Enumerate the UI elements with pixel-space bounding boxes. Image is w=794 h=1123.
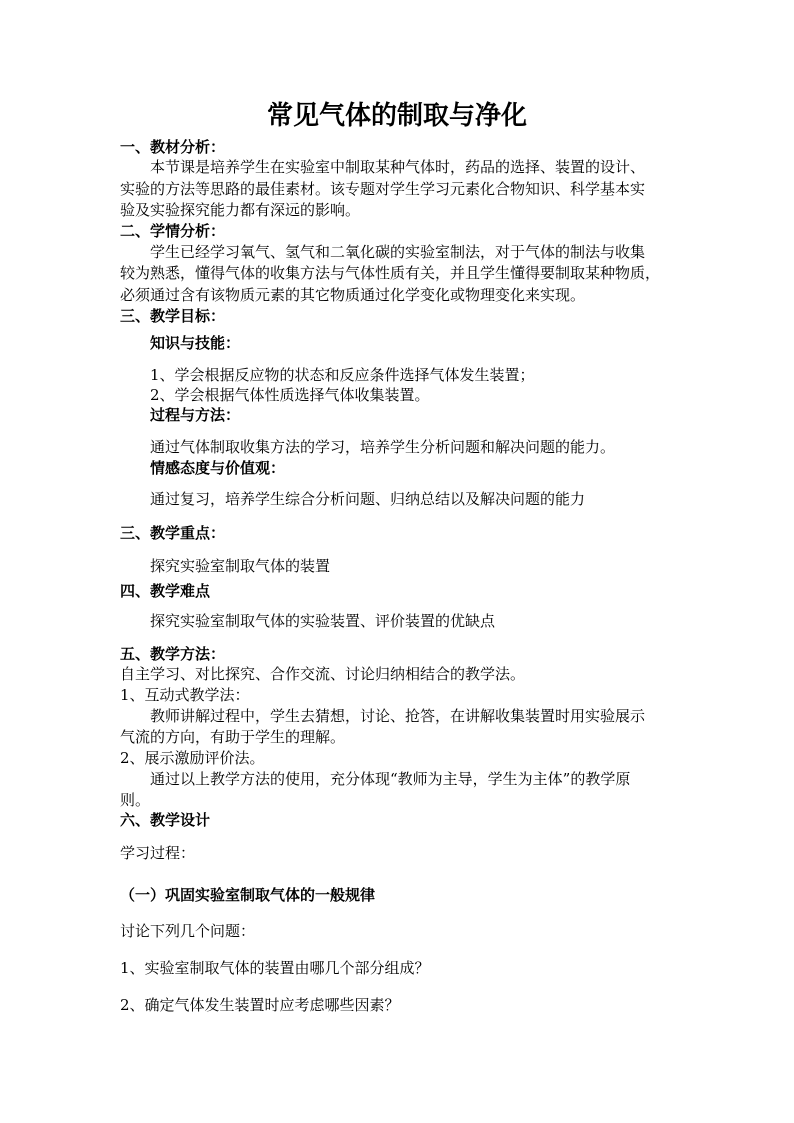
paragraph-line: 自主学习、对比探究、合作交流、讨论归纳相结合的教学法。 — [120, 665, 526, 683]
document-title: 常见气体的制取与净化 — [266, 101, 527, 131]
section-heading-teaching-design: 六、教学设计 — [120, 811, 211, 829]
subheading-process-method: 过程与方法： — [150, 406, 241, 424]
paragraph-line: 验及实验探究能力都有深远的影响。 — [120, 201, 361, 219]
paragraph-line: 必须通过含有该物质元素的其它物质通过化学变化或物理变化来实现。 — [120, 286, 586, 304]
paragraph-line: 通过复习，培养学生综合分析问题、归纳总结以及解决问题的能力 — [150, 490, 586, 508]
question-item: 2、确定气体发生装置时应考虑哪些因素？ — [120, 996, 400, 1014]
section-heading-teaching-goals: 三、教学目标： — [120, 307, 226, 325]
paragraph-line: 较为熟悉，懂得气体的收集方法与气体性质有关，并且学生懂得要制取某种物质， — [120, 264, 661, 282]
paragraph-line: 讨论下列几个问题： — [120, 922, 256, 940]
paragraph-line: 气流的方向，有助于学生的理解。 — [120, 728, 346, 746]
list-item: 2、学会根据气体性质选择气体收集装置。 — [150, 386, 430, 404]
paragraph-line: 实验的方法等思路的最佳素材。该专题对学生学习元素化合物知识、科学基本实 — [120, 180, 646, 198]
paragraph-line: 则。 — [120, 791, 151, 809]
section-heading-textbook-analysis: 一、教材分析： — [120, 138, 226, 156]
paragraph-line: 学生已经学习氧气、氢气和二氧化碳的实验室制法，对于气体的制法与收集 — [150, 243, 646, 261]
paragraph-line: 探究实验室制取气体的实验装置、评价装置的优缺点 — [150, 612, 496, 630]
subheading-emotion-values: 情感态度与价值观： — [150, 459, 286, 477]
paragraph-line: 本节课是培养学生在实验室中制取某种气体时，药品的选择、装置的设计、 — [150, 158, 646, 176]
paragraph-line: 通过气体制取收集方法的学习，培养学生分析问题和解决问题的能力。 — [150, 438, 616, 456]
list-item: 2、展示激励评价法。 — [120, 749, 265, 767]
subheading-consolidate-rules: （一）巩固实验室制取气体的一般规律 — [120, 886, 376, 904]
subheading-knowledge-skills: 知识与技能： — [150, 334, 241, 352]
paragraph-line: 通过以上教学方法的使用，充分体现“教师为主导，学生为主体”的教学原 — [150, 770, 631, 788]
list-item: 1、互动式教学法： — [120, 686, 250, 704]
question-item: 1、实验室制取气体的装置由哪几个部分组成？ — [120, 959, 430, 977]
section-heading-student-analysis: 二、学情分析： — [120, 222, 226, 240]
section-heading-key-points: 三、教学重点： — [120, 524, 226, 542]
paragraph-line: 探究实验室制取气体的装置 — [150, 557, 331, 575]
list-item: 1、学会根据反应物的状态和反应条件选择气体发生装置； — [150, 366, 535, 384]
paragraph-line: 教师讲解过程中，学生去猜想，讨论、抢答，在讲解收集装置时用实验展示 — [150, 707, 646, 725]
paragraph-line: 学习过程： — [120, 844, 196, 862]
section-heading-difficulties: 四、教学难点 — [120, 582, 211, 600]
section-heading-teaching-methods: 五、教学方法： — [120, 645, 226, 663]
